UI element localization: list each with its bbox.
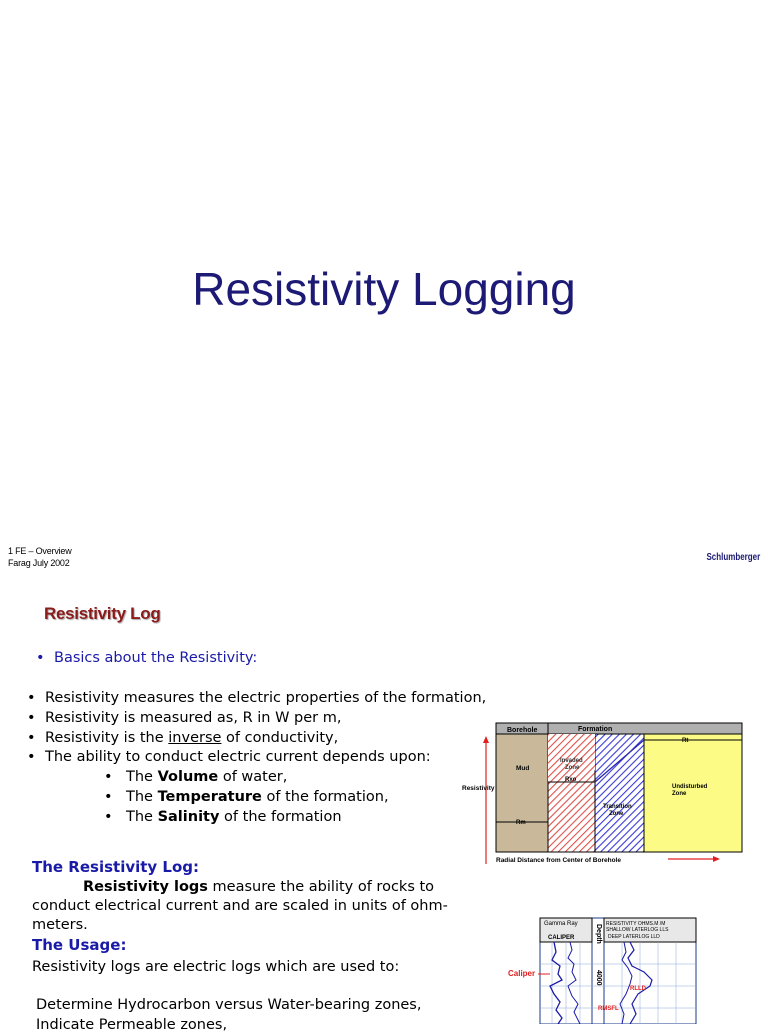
log-text-3: meters. xyxy=(32,917,88,933)
bullet-2: • Resistivity is measured as, R in W per m, xyxy=(45,709,341,729)
transition-zone-area xyxy=(595,734,644,852)
rlld-label: RLLD xyxy=(630,986,646,992)
deep-header: DEEP LATERLOG LLD xyxy=(608,934,660,940)
usage-item-1: Determine Hydrocarbon versus Water-bearing zones, xyxy=(36,997,422,1013)
rxo-label: Rxo xyxy=(565,777,577,783)
undisturbed-zone xyxy=(644,734,742,852)
depth-value: 4000 xyxy=(595,970,602,986)
rmsfl-label: RMSFL xyxy=(598,1006,619,1012)
y-axis-label: Resistivity xyxy=(462,785,495,792)
sub-bullet-post: of the formation, xyxy=(261,789,389,805)
basics-heading-text: Basics about the Resistivity: xyxy=(54,650,258,666)
invaded-zone-label-1: Invaded xyxy=(560,758,583,764)
invaded-zone-label-2: Zone xyxy=(565,765,580,771)
log-heading: The Resistivity Log: xyxy=(32,858,200,876)
bullet-3-post: of conductivity, xyxy=(221,730,339,746)
undisturbed-label-2: Zone xyxy=(672,791,687,797)
bullet-3-pre: Resistivity is the xyxy=(45,730,169,746)
footer-line-1: 1 FE – Overview xyxy=(8,546,72,556)
bullet-1: • Resistivity measures the electric properties of the formation, xyxy=(45,689,486,709)
slide-title: Resistivity Logging xyxy=(192,263,576,315)
gamma-ray-header: Gamma Ray xyxy=(544,921,578,927)
caliper-label: Caliper xyxy=(508,969,536,978)
usage-heading: The Usage: xyxy=(32,936,127,954)
rm-label: Rm xyxy=(516,820,526,826)
sub-bullet-pre: The xyxy=(126,789,158,805)
sub-bullet-bold: Salinity xyxy=(157,809,220,825)
depth-header: Depth xyxy=(595,924,602,944)
sub-bullet-pre: The xyxy=(126,769,158,785)
sub-bullet-bold: Temperature xyxy=(157,789,262,805)
undisturbed-label-1: Undisturbed xyxy=(672,784,708,790)
log-text-2: conduct electrical current and are scaled in units of ohm- xyxy=(32,898,448,914)
brand-logo: Schlumberger xyxy=(706,552,760,563)
usage-item-2: Indicate Permeable zones, xyxy=(36,1017,228,1033)
rt-label: Rt xyxy=(682,738,689,744)
usage-text: Resistivity logs are electric logs which are used to: xyxy=(32,959,400,975)
transition-label-2: Zone xyxy=(609,811,624,817)
log-bold: Resistivity logs xyxy=(83,879,208,895)
bullet-3-underline: inverse xyxy=(168,730,222,746)
footer-line-2: Farag July 2002 xyxy=(8,558,70,568)
footer-info xyxy=(8,545,72,569)
sub-bullet-post: of water, xyxy=(218,769,288,785)
transition-label-1: Transition xyxy=(603,804,632,810)
sub-bullet-volume xyxy=(126,768,287,788)
caliper-header: CALIPER xyxy=(548,935,575,941)
formation-label: Formation xyxy=(578,726,613,733)
section-title: Resistivity Log xyxy=(44,604,161,623)
basics-heading xyxy=(54,649,257,669)
resistivity-header: RESISTIVITY OHMS.M /M xyxy=(606,921,666,927)
sub-bullet-pre: The xyxy=(126,809,158,825)
log-paragraph xyxy=(32,878,472,935)
well-log-figure xyxy=(502,914,702,1024)
mud-zone xyxy=(496,734,548,852)
sub-bullet-temperature xyxy=(126,788,389,808)
shallow-header: SHALLOW LATERLOG LLS xyxy=(606,927,669,933)
resistivity-zone-diagram xyxy=(458,718,748,868)
log-text-1: measure the ability of rocks to xyxy=(207,879,435,895)
sub-bullet-salinity xyxy=(126,808,342,828)
bullet-3 xyxy=(45,729,338,749)
sub-bullet-post: of the formation xyxy=(219,809,342,825)
sub-bullet-bold: Volume xyxy=(157,769,219,785)
x-axis-label: Radial Distance from Center of Borehole xyxy=(496,857,621,864)
borehole-label: Borehole xyxy=(507,727,538,734)
mud-label: Mud xyxy=(516,765,530,772)
bullet-4: • The ability to conduct electric current depends upon: xyxy=(45,748,431,768)
